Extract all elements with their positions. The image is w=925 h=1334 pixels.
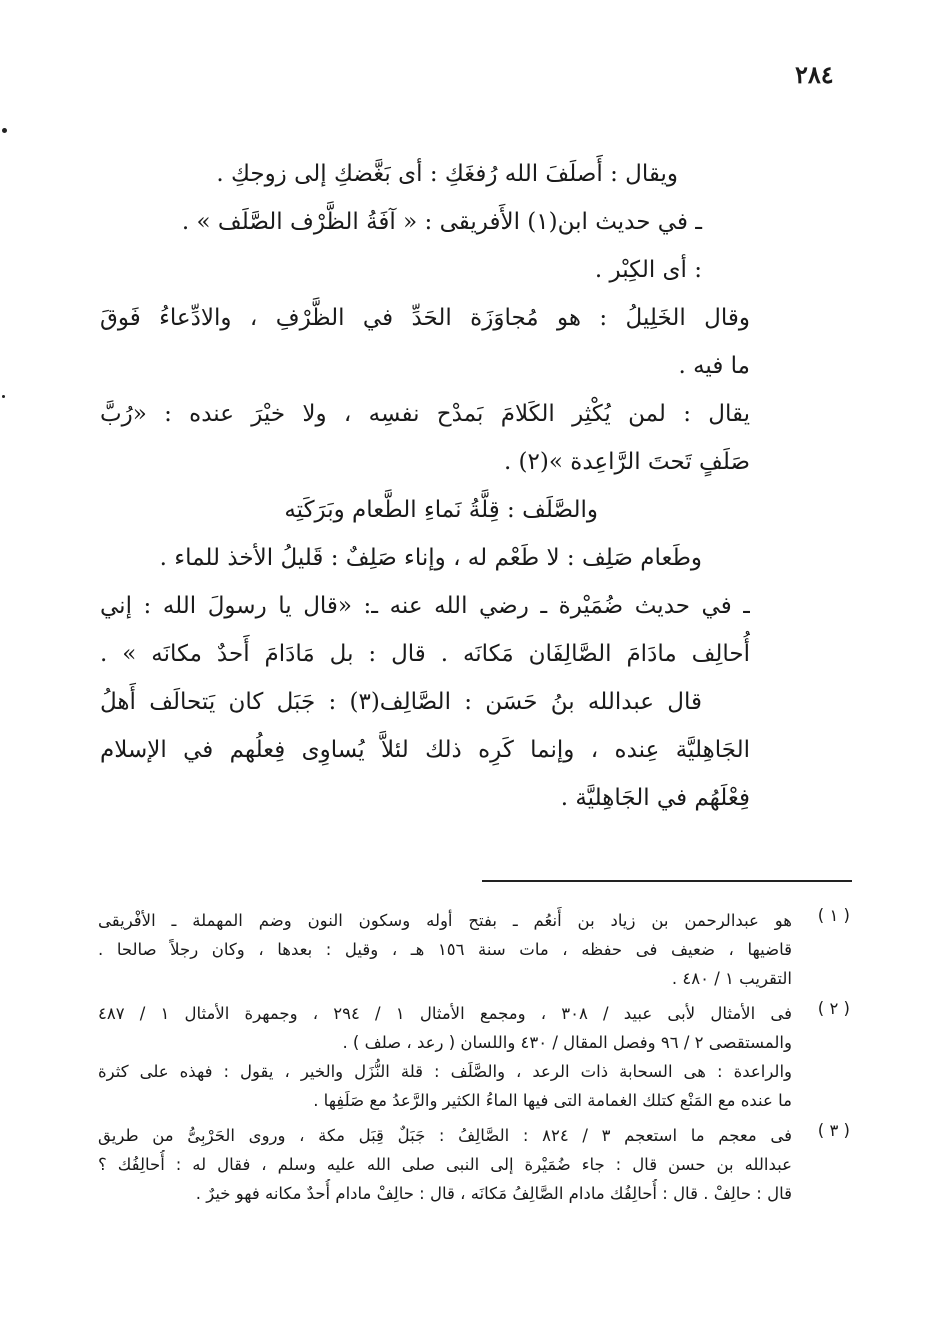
footnote-line: والمستقصى ٢ / ٩٦ وفصل المقال / ٤٣٠ واللسان ( رعد ، صلف ) . — [342, 1033, 792, 1052]
main-text — [100, 150, 750, 822]
text-line: ـ في حديث ابن(١) الأَفريقى : « آفَةُ الظَّرْف الصَّلَف » . — [181, 209, 702, 235]
text-line: وطَعام صَلِف : لا طَعْم له ، وإناء صَلِفٌ : قَليلُ الأخذ للماء . — [159, 545, 702, 571]
footnote-number: ( ١ ) — [817, 906, 850, 925]
footnotes — [98, 906, 850, 1214]
text-line: يقال : لمن يُكْثِر الكَلامَ بَمدْح نفسِه ، ولا خيْرَ عنده : «رُبَّ — [100, 401, 750, 427]
text-line: ـ في حديث ضُمَيْرة ـ رضي الله عنه ـ: «قال يا رسولَ الله : إني — [100, 593, 750, 619]
footnote-2 — [98, 999, 850, 1115]
text-line: صَلَفٍ تَحتَ الرَّاعِدة »(٢) . — [503, 449, 750, 475]
footnote-line: قال : حالِفْ . قال : أُحالِفُك مادام الصَّالِفُ مَكانَه ، قال : حالِفْ مادام أُحدٌ مكانه فهو خيرٌ . — [195, 1184, 792, 1203]
text-line: الجَاهِليَّة عِنده ، وإنما كَرِه ذلك لئلاَّ يُساوِى فِعلُهم في الإسلام — [100, 737, 750, 763]
footnote-line: قاضيها ، ضعيف فى حفظه ، مات سنة ١٥٦ هـ ، وقيل : بعدها ، وكان رجلاً صالحا . — [98, 940, 792, 959]
footnote-number: ( ٣ ) — [817, 1121, 850, 1140]
footnote-line: فى معجم ما استعجم ٣ / ٨٢٤ : الصَّالِفُ : جَبَلٌ قِبَل مكة ، وروى الحَرْبِىُّ من طريق — [98, 1126, 792, 1145]
text-line: ما فيه . — [678, 353, 750, 379]
margin-mark — [2, 395, 5, 398]
text-line: فِعْلَهُم في الجَاهِليَّة . — [560, 785, 750, 811]
footnote-line: هو عبدالرحمن بن زياد بن أَنعُم ـ بفتح أوله وسكون النون وضم المهملة ـ الأفْريقى — [98, 911, 792, 930]
text-line: وقال الخَلِيلُ : هو مُجاوَزَة الحَدِّ في الظَّرْفِ ، والادِّعاءُ فَوقَ — [100, 305, 750, 331]
margin-mark — [2, 128, 7, 133]
footnote-line: عبدالله بن حسن قال : جاء ضُمَيْرة إلى النبى صلى الله عليه وسلم ، فقال له : أُحالِفُك ؟ — [98, 1155, 792, 1174]
footnote-3 — [98, 1121, 850, 1208]
text-line: أُحالِف مادَامَ الصَّالِفَان مَكانَه . قال : بل مَادَامَ أَحدٌ مكانَه » . — [100, 641, 750, 667]
text-line: والصَّلَف : قِلَّةُ نَماءِ الطَّعام وبَرَكَتِه — [284, 497, 598, 523]
footnote-line: فى الأمثال لأبى عبيد / ٣٠٨ ، ومجمع الأمثال ١ / ٢٩٤ ، وجمهرة الأمثال ١ / ٤٨٧ — [98, 1004, 792, 1023]
footnote-1 — [98, 906, 850, 993]
footnote-line: التقريب ١ / ٤٨٠ . — [671, 969, 792, 988]
text-line: قال عبدالله بنُ حَسَن : الصَّالِف(٣) : جَبَل كان يَتحالَف أَهلُ — [100, 689, 702, 715]
footnote-divider — [482, 880, 852, 882]
text-line: : أى الكِبْر . — [594, 257, 702, 283]
footnote-number: ( ٢ ) — [817, 999, 850, 1018]
footnote-line: ما عنده مع المَنْع كتلك الغمامة التى فيها الماءُ الكثير والرَّعدُ مع صَلَفِها . — [313, 1091, 792, 1110]
page-number: ٢٨٤ — [795, 60, 834, 89]
text-line: ويقال : أَصلَفَ الله رُفغَكِ : أى بَغَّضكِ إلى زوجكِ . — [216, 161, 678, 187]
footnote-line: والراعدة : هى السحابة ذات الرعد ، والصَّلَف : قلة النُّزَل والخير ، يقول : فهذه على كثرة — [98, 1062, 792, 1081]
